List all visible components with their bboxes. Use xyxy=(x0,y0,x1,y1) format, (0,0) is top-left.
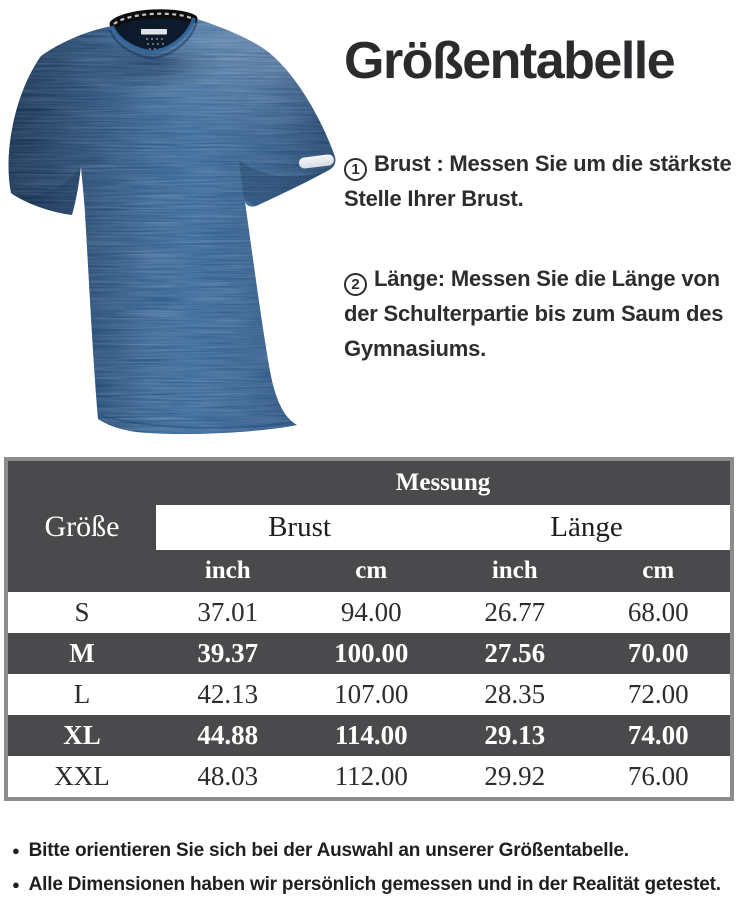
row-m-size: M xyxy=(8,633,156,674)
footnote-1 xyxy=(12,840,738,862)
instruction-laenge xyxy=(344,261,740,366)
row-xl-laenge-inch: 29.13 xyxy=(443,715,587,756)
instruction-brust-text: Brust : Messen Sie um die stärkste Stelle Ihrer Brust. xyxy=(344,151,732,211)
unit-header-laenge-inch: inch xyxy=(443,550,587,592)
row-xxl-laenge-cm: 76.00 xyxy=(587,756,731,797)
row-xl-brust-inch: 44.88 xyxy=(156,715,300,756)
unit-header-brust-inch: inch xyxy=(156,550,300,592)
circled-number-2: 2 xyxy=(344,273,367,296)
unit-header-brust-cm: cm xyxy=(300,550,444,592)
instruction-laenge-text: Länge: Messen Sie die Länge von der Schulterpartie bis zum Saum des Gymnasiums. xyxy=(344,266,724,361)
row-xl-size: XL xyxy=(8,715,156,756)
bullet-icon: ● xyxy=(12,877,20,892)
footnote-1-text: Bitte orientieren Sie sich bei der Auswahl an unserer Größentabelle. xyxy=(28,840,629,861)
row-xxl-size: XXL xyxy=(8,756,156,797)
row-s-laenge-cm: 68.00 xyxy=(587,592,731,633)
column-group-brust: Brust xyxy=(268,511,331,543)
row-m-laenge-inch: 27.56 xyxy=(443,633,587,674)
row-s-size: S xyxy=(8,592,156,633)
row-m-brust-cm: 100.00 xyxy=(300,633,444,674)
row-s-brust-inch: 37.01 xyxy=(156,592,300,633)
size-table xyxy=(4,457,734,801)
row-s-brust-cm: 94.00 xyxy=(300,592,444,633)
column-group-laenge: Länge xyxy=(550,511,623,543)
row-m-brust-inch: 39.37 xyxy=(156,633,300,674)
page-title: Größentabelle xyxy=(344,32,675,90)
row-xl-laenge-cm: 74.00 xyxy=(587,715,731,756)
column-group-row xyxy=(156,505,730,550)
row-xl-brust-cm: 114.00 xyxy=(300,715,444,756)
row-s-laenge-inch: 26.77 xyxy=(443,592,587,633)
tshirt-product-photo xyxy=(0,0,340,440)
footnote-2-text: Alle Dimensionen haben wir persönlich gemessen und in der Realität getestet. xyxy=(28,874,721,895)
measurement-header: Messung xyxy=(156,461,730,505)
neck-label xyxy=(141,29,167,35)
row-xxl-laenge-inch: 29.92 xyxy=(443,756,587,797)
bullet-icon: ● xyxy=(12,843,20,858)
row-l-laenge-cm: 72.00 xyxy=(587,674,731,715)
size-column-header: Größe xyxy=(8,461,156,592)
row-l-size: L xyxy=(8,674,156,715)
unit-header-laenge-cm: cm xyxy=(587,550,731,592)
row-xxl-brust-cm: 112.00 xyxy=(300,756,444,797)
row-xxl-brust-inch: 48.03 xyxy=(156,756,300,797)
row-m-laenge-cm: 70.00 xyxy=(587,633,731,674)
row-l-brust-inch: 42.13 xyxy=(156,674,300,715)
footnotes xyxy=(12,840,738,906)
instruction-brust xyxy=(344,146,740,216)
footnote-2 xyxy=(12,874,738,896)
row-l-laenge-inch: 28.35 xyxy=(443,674,587,715)
circled-number-1: 1 xyxy=(344,158,367,181)
row-l-brust-cm: 107.00 xyxy=(300,674,444,715)
